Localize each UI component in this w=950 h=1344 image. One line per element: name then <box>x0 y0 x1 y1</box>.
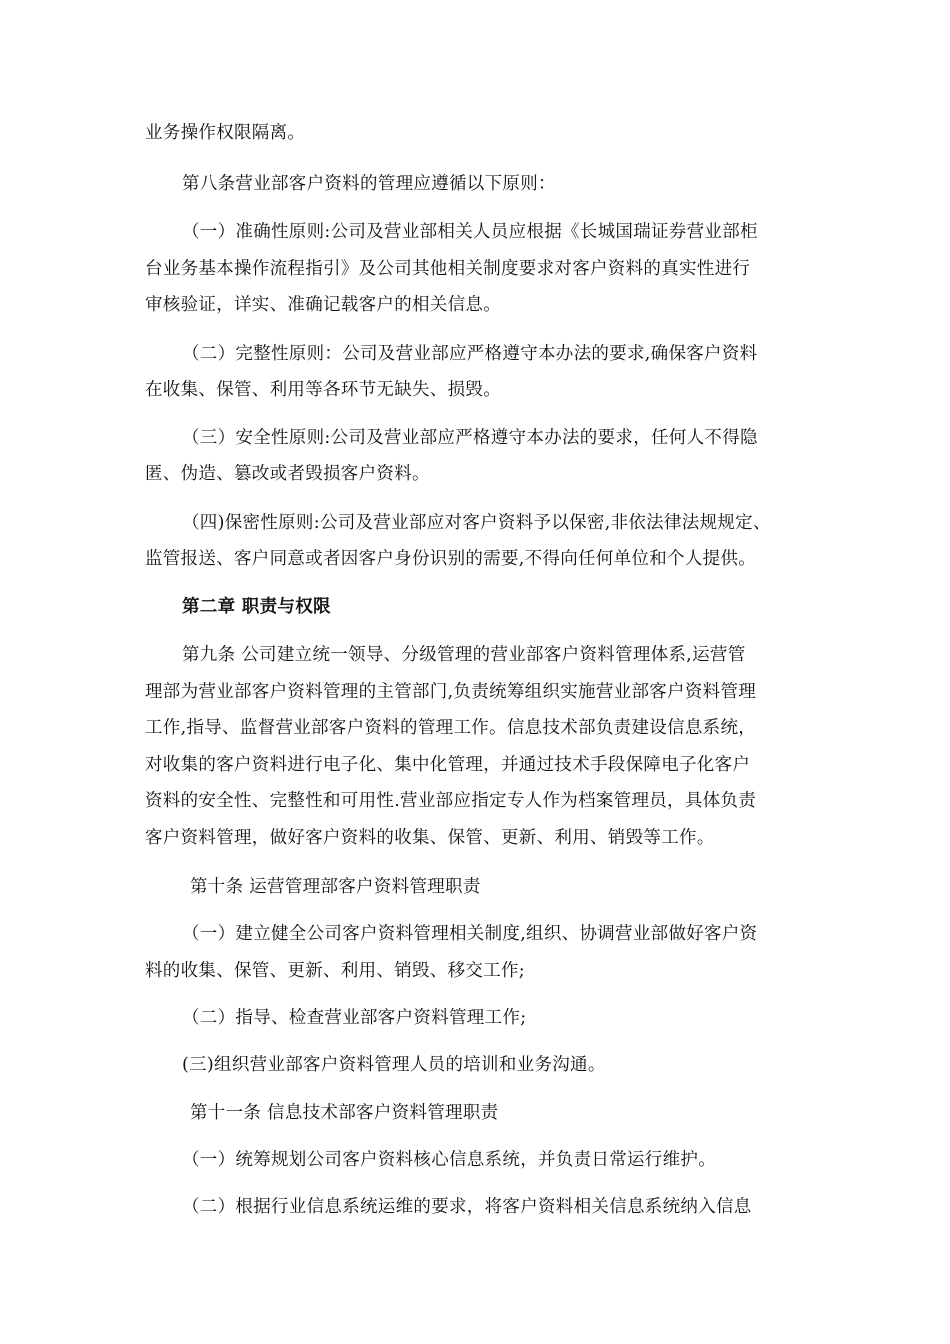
article-10-item-2: （二）指导、检查营业部客户资料管理工作; <box>182 1008 527 1028</box>
article-11-heading: 第十一条 信息技术部客户资料管理职责 <box>190 1103 499 1123</box>
text-line-1: 业务操作权限隔离。 <box>145 123 306 143</box>
article-9-line-1: 第九条 公司建立统一领导、分级管理的营业部客户资料管理体系,运营管 <box>182 645 746 665</box>
article-9-line-6: 客户资料管理，做好客户资料的收集、保管、更新、利用、销毁等工作。 <box>145 828 715 848</box>
article-10-item-3: (三)组织营业部客户资料管理人员的培训和业务沟通。 <box>182 1055 606 1075</box>
article-8-heading: 第八条营业部客户资料的管理应遵循以下原则： <box>182 174 556 194</box>
article-9-line-5: 资料的安全性、完整性和可用性.营业部应指定专人作为档案管理员，具体负责 <box>145 791 757 811</box>
article-10-heading: 第十条 运营管理部客户资料管理职责 <box>190 877 481 897</box>
article-9-line-4: 对收集的客户资料进行电子化、集中化管理，并通过技术手段保障电子化客户 <box>145 755 751 775</box>
article-9-line-3: 工作,指导、监督营业部客户资料的管理工作。信息技术部负责建设信息系统， <box>145 718 757 738</box>
principle-4-line-2: 监管报送、客户同意或者因客户身份识别的需要,不得向任何单位和个人提供。 <box>145 549 757 569</box>
article-10-item-1-line-1: （一）建立健全公司客户资料管理相关制度,组织、协调营业部做好客户资 <box>182 924 758 944</box>
article-11-item-2-line-1: （二）根据行业信息系统运维的要求，将客户资料相关信息系统纳入信息 <box>182 1197 752 1217</box>
principle-1-line-2: 台业务基本操作流程指引》及公司其他相关制度要求对客户资料的真实性进行 <box>145 259 751 279</box>
article-11-item-1: （一）统筹规划公司客户资料核心信息系统，并负责日常运行维护。 <box>182 1150 716 1170</box>
principle-2-line-2: 在收集、保管、利用等各环节无缺失、损毁。 <box>145 380 501 400</box>
principle-2-line-1: （二）完整性原则：公司及营业部应严格遵守本办法的要求,确保客户资料 <box>182 344 758 364</box>
article-10-item-1-line-2: 料的收集、保管、更新、利用、销毁、移交工作; <box>145 961 525 981</box>
principle-4-line-1: （四)保密性原则:公司及营业部应对客户资料予以保密,非依法律法规规定、 <box>182 513 771 533</box>
chapter-2-heading: 第二章 职责与权限 <box>182 597 331 617</box>
principle-1-line-3: 审核验证，详实、准确记载客户的相关信息。 <box>145 295 501 315</box>
principle-3-line-1: （三）安全性原则:公司及营业部应严格遵守本办法的要求，任何人不得隐 <box>182 428 758 448</box>
principle-3-line-2: 匿、伪造、篡改或者毁损客户资料。 <box>145 464 430 484</box>
principle-1-line-1: （一）准确性原则:公司及营业部相关人员应根据《长城国瑞证券营业部柜 <box>182 222 758 242</box>
article-9-line-2: 理部为营业部客户资料管理的主管部门,负责统筹组织实施营业部客户资料管理 <box>145 682 757 702</box>
